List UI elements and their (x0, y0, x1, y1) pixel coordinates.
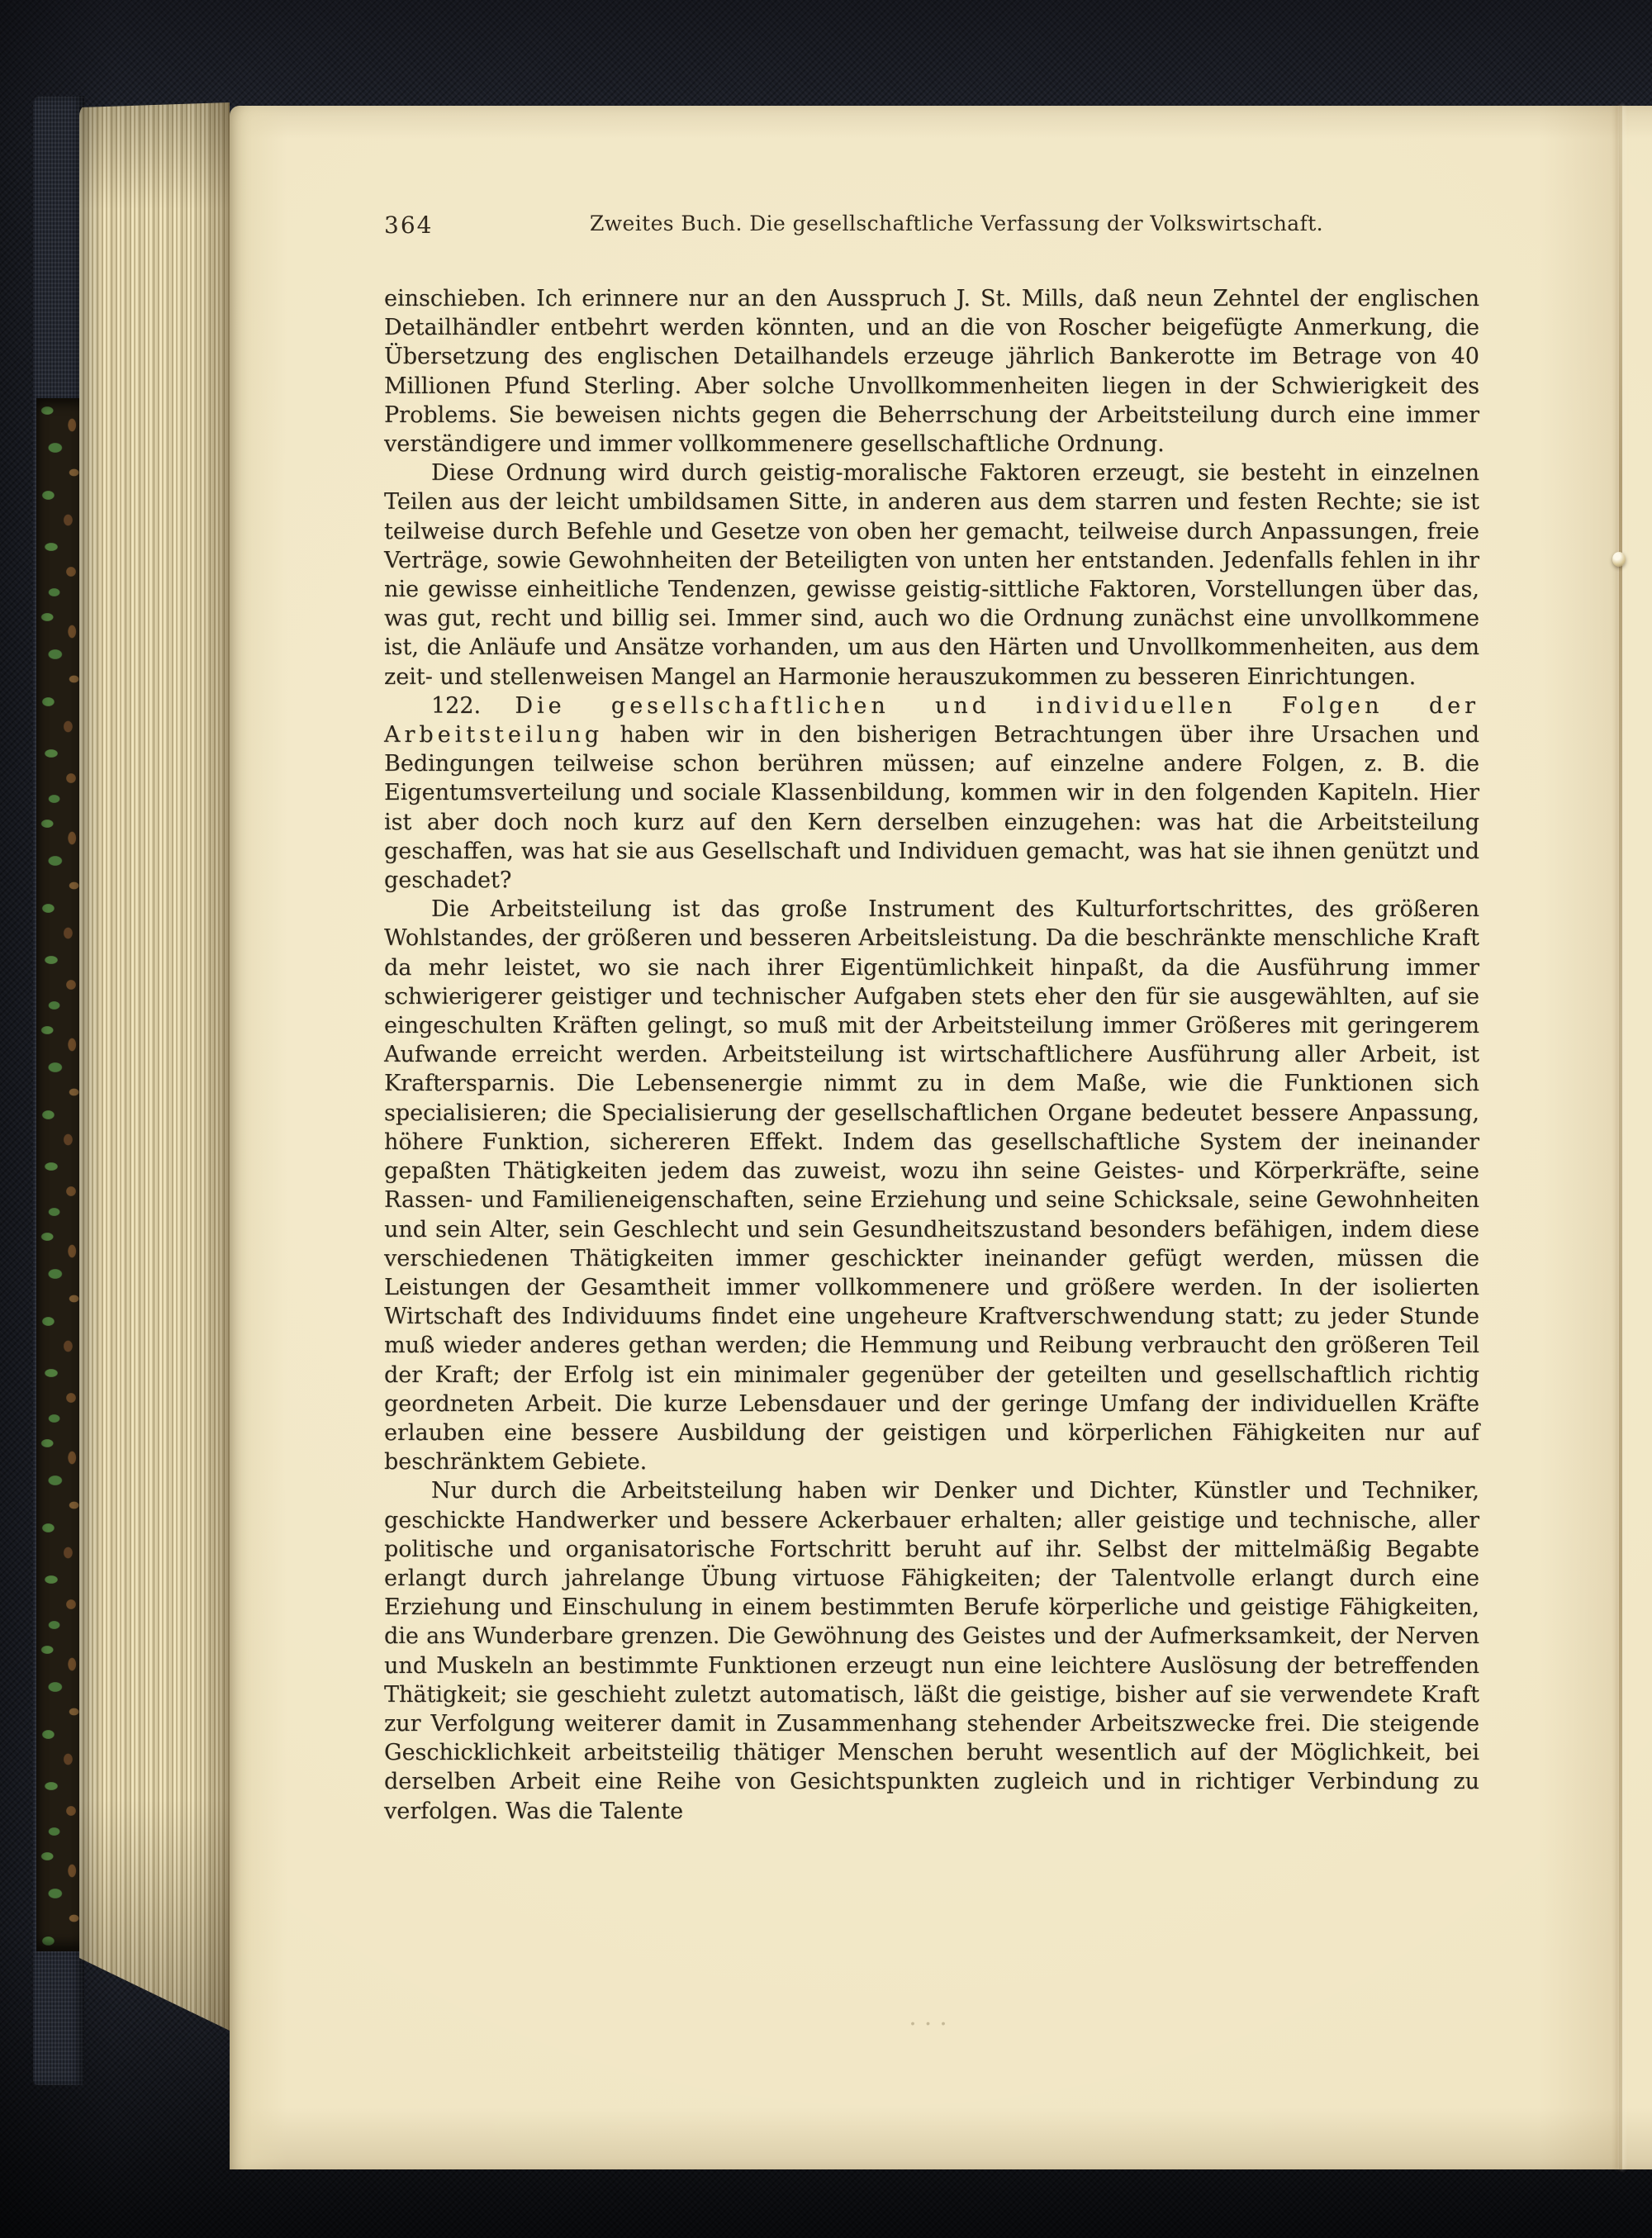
running-title: Zweites Buch. Die gesellschaftliche Verfassung der Volkswirtschaft. (589, 211, 1324, 235)
paragraph-text: einschieben. Ich erinnere nur an den Ausspruch J. St. Mills, daß neun Zehntel der englischen Detailhändler entbehrt werden könnten, und an die von Roscher beigefügte Anmerkung, die Übersetzung des englischen Detailhandels erzeuge jährlich Bankerotte im Betrage von 40 Millionen Pfund Sterling. Aber solche Unvollkommenheiten liegen in der Schwierigkeit des Problems. Sie beweisen nichts gegen die Beherrschung der Arbeitsteilung durch eine immer verständigere und immer vollkommenere gesellschaftliche Ordnung. (384, 286, 1479, 458)
book-cover-edge (33, 96, 84, 2085)
paragraph-text: haben wir in den bisherigen Betrachtungen über ihre Ursachen und Bedingungen teilweise schon berühren müssen; auf einzelne andere Folgen, z. B. die Eigentumsverteilung und sociale Klassenbildung, kommen wir in den folgenden Kapiteln. Hier ist aber doch noch kurz auf den Kern derselben einzugehen: was hat die Arbeitsteilung geschaffen, was hat sie aus Gesellschaft und Individuen gemacht, was hat sie ihnen genützt und geschadet? (384, 722, 1479, 894)
book-page (230, 106, 1652, 2169)
marbled-cover-paper (36, 398, 84, 1951)
page-number: 364 (384, 211, 434, 239)
page-header (384, 211, 1479, 241)
paragraph-text: Diese Ordnung wird durch geistig-moralische Faktoren erzeugt, sie besteht in einzelnen Teilen aus der leicht umbildsamen Sitte, in anderen aus dem starren und festen Rechte; sie ist teilweise durch Befehle und Gesetze von oben her gemacht, teilweise durch Anpassungen, freie Verträge, sowie Gewohnheiten der Beteiligten von unten her entstanden. Jedenfalls fehlen in ihr nie gewisse einheitliche Tendenzen, gewisse geistig-sittliche Faktoren, Vorstellungen über das, was gut, recht und billig sei. Immer sind, auch wo die Ordnung zunächst eine unvollkommene ist, die Anläufe und Ansätze vorhanden, um aus den Härten und Unvollkommenheiten, aus dem zeit- und stellenweisen Mangel an Harmonie herauszukommen zu besseren Einrichtungen. (384, 460, 1479, 690)
paragraph-text: 122. (431, 692, 515, 719)
body-paragraph (384, 895, 1479, 1476)
body-paragraph (384, 691, 1479, 895)
body-paragraph (384, 284, 1479, 459)
bleedthrough-dots: ... (909, 2003, 955, 2031)
text-block (384, 284, 1479, 1826)
page-edge-crease (1619, 106, 1622, 2169)
paragraph-text: Die Arbeitsteilung ist das große Instrument des Kulturfortschrittes, des größeren Wohlstandes, der größeren und besseren Arbeitsleistung. Da die beschränkte menschliche Kraft da mehr leistet, wo sie nach ihrer Eigentümlichkeit hinpaßt, da die Ausführung immer schwierigerer geistiger und technischer Aufgaben stets eher den für sie ausgewählten, auf sie eingeschulten Kräften gelingt, so muß mit der Arbeitsteilung immer Größeres mit geringerem Aufwande erreicht werden. Arbeitsteilung ist wirtschaftlichere Ausführung aller Arbeit, ist Kraftersparnis. Die Lebensenergie nimmt zu in dem Maße, wie die Funktionen sich specialisieren; die Specialisierung der gesellschaftlichen Organe bedeutet bessere Anpassung, höhere Funktion, sichereren Effekt. Indem das gesellschaftliche System der ineinander gepaßten Thätigkeiten jedem das zuweist, wozu ihn seine Geistes- und Körperkräfte, seine Rassen- und Familieneigenschaften, seine Erziehung und seine Schicksale, seine Gewohnheiten und sein Alter, sein Geschlecht und sein Gesundheitszustand besonders befähigen, indem diese verschiedenen Thätigkeiten immer geschickter ineinander gefügt werden, müssen die Leistungen der Gesamtheit immer vollkommenere und größere werden. In der isolierten Wirtschaft des Individuums findet eine ungeheure Kraftverschwendung statt; zu jeder Stunde muß wieder anderes gethan werden; die Hemmung und Reibung verbraucht den größeren Teil der Kraft; der Erfolg ist ein minimaler gegenüber der geteilten und gesellschaftlich richtig geordneten Arbeit. Die kurze Lebensdauer und der geringe Umfang der individuellen Kräfte erlauben eine bessere Ausbildung der geistigen und körperlichen Fähigkeiten nur auf beschränktem Gebiete. (384, 896, 1479, 1475)
page-edge-stack (79, 102, 230, 2031)
body-paragraph (384, 459, 1479, 691)
crease-bead (1612, 552, 1626, 567)
paragraph-text: Nur durch die Arbeitsteilung haben wir Denker und Dichter, Künstler und Techniker, geschickte Handwerker und bessere Ackerbauer erhalten; aller geistige und technische, aller politische und organisatorische Fortschritt beruht auf ihr. Selbst der mittelmäßig Begabte erlangt durch jahrelange Übung virtuose Fähigkeiten; der Talentvolle erlangt durch eine Erziehung und Einschulung in einem bestimmten Berufe körperliche und geistige Fähigkeiten, die ans Wunderbare grenzen. Die Gewöhnung des Geistes und der Aufmerksamkeit, der Nerven und Muskeln an bestimmte Funktionen erzeugt nun eine leichtere Auslösung der betreffenden Thätigkeit; sie geschieht zuletzt automatisch, läßt die geistige, bisher auf sie verwendete Kraft zur Verfolgung weiterer damit in Zusammenhang stehender Arbeitszwecke frei. Die steigende Geschicklichkeit arbeitsteilig thätiger Menschen beruht wesentlich auf der Möglichkeit, bei derselben Arbeit eine Reihe von Gesichtspunkten zugleich und in richtiger Verbindung zu verfolgen. Was die Talente (384, 1478, 1479, 1824)
body-paragraph (384, 1476, 1479, 1825)
section-heading-spaced-text: Die gesellschaftlichen und individuellen Folgen der Arbeitsteilung (384, 692, 1479, 748)
